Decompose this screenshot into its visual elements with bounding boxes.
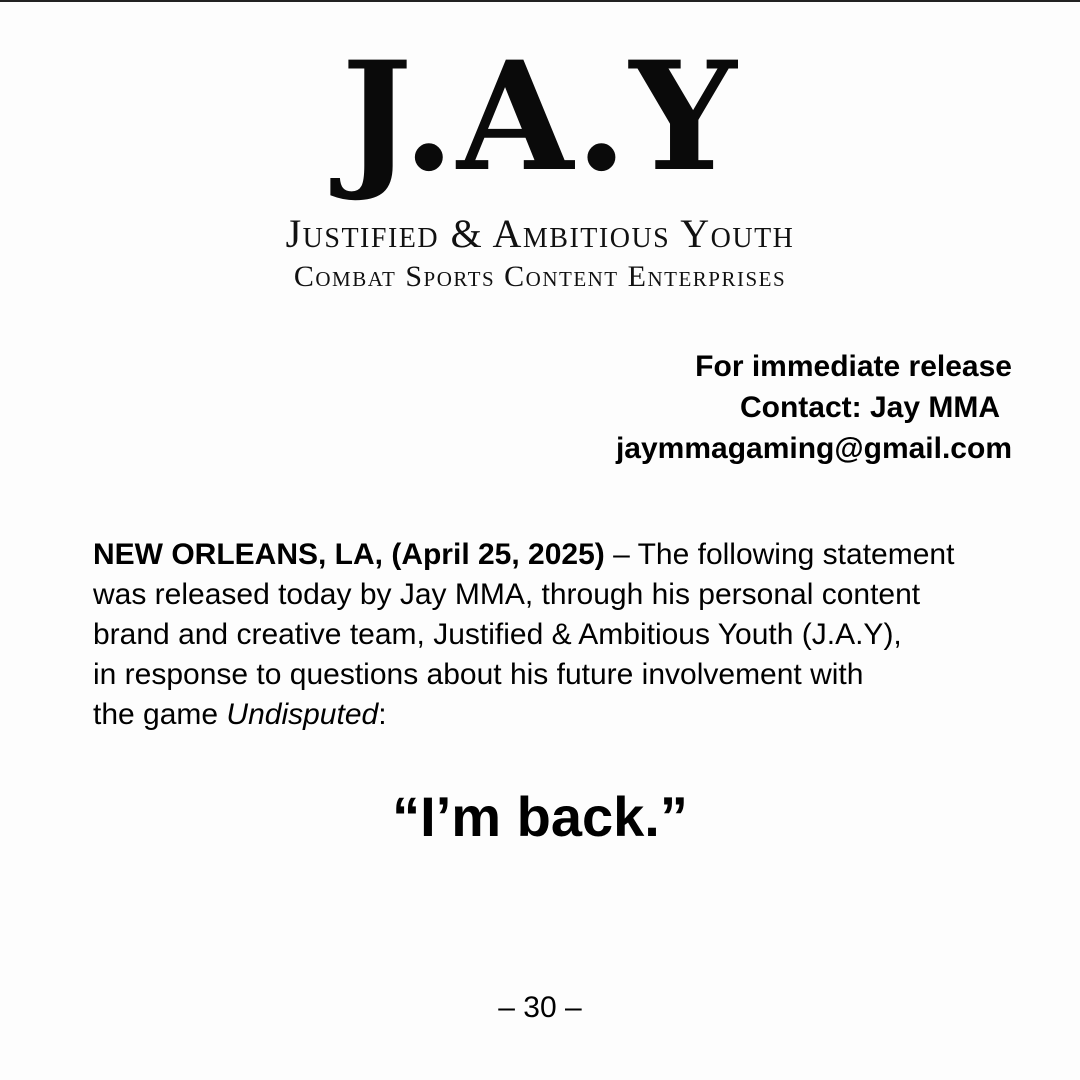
paragraph-line-4: in response to questions about his future involvement with — [93, 658, 864, 691]
paragraph-line-5 — [93, 695, 1033, 735]
paragraph-line-2: was released today by Jay MMA, through his personal content — [93, 578, 921, 611]
statement-quote: “I’m back.” — [392, 785, 688, 848]
tagline-secondary: Combat Sports Content Enterprises — [293, 260, 787, 293]
contact-name: Contact: Jay MMA — [739, 391, 1000, 424]
tagline-primary: Justified & Ambitious Youth — [285, 211, 795, 256]
paragraph-line-1-text: – The following statement — [604, 538, 955, 571]
jay-logo: J.A.Y — [341, 29, 739, 205]
paragraph-line-5-suffix: : — [378, 698, 387, 731]
page-number: – 30 – — [498, 991, 582, 1024]
dateline: NEW ORLEANS, LA, (April 25, 2025) — [93, 538, 605, 571]
statement-paragraph — [93, 535, 1033, 735]
release-label: For immediate release — [695, 350, 1012, 383]
game-title: Undisputed — [226, 698, 379, 731]
paragraph-line-1 — [93, 535, 1033, 575]
paragraph-line-5-prefix: the game — [93, 698, 227, 731]
contact-email: jaymmagaming@gmail.com — [615, 432, 1012, 465]
paragraph-line-3: brand and creative team, Justified & Ambitious Youth (J.A.Y), — [93, 618, 902, 651]
contact-block — [616, 346, 1012, 469]
